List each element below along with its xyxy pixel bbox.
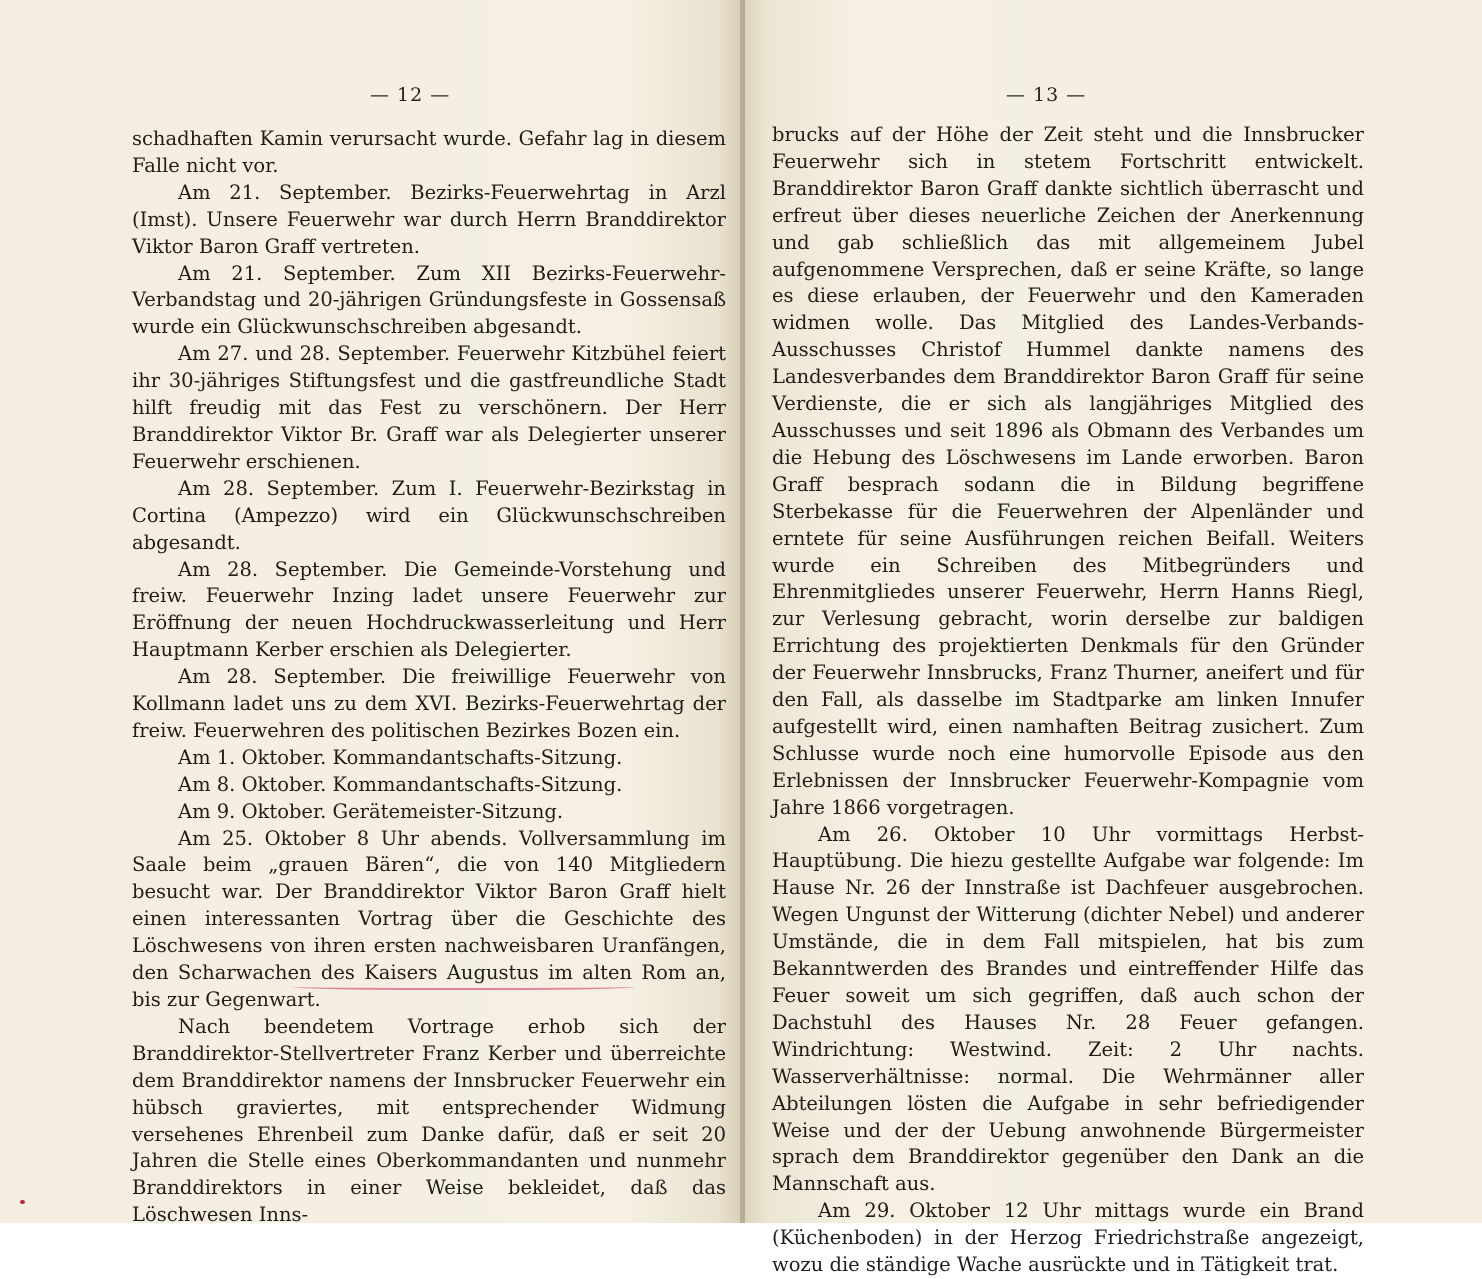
page-number-right: — 13 — xyxy=(1006,84,1087,106)
paragraph: Am 27. und 28. September. Feuerwehr Kitzbühel feiert ihr 30-jähriges Stiftungsfest und die gastfreundliche Stadt hilft freudig mit das Fest zu verschönern. Der Herr Branddirektor Viktor Br. Graff war als Delegierter unserer Feuerwehr erschienen. xyxy=(132,342,726,473)
ink-spot xyxy=(20,1200,25,1204)
paragraph: Am 26. Oktober 10 Uhr vormittags Herbst-Hauptübung. Die hiezu gestellte Aufgabe war folgende: Im Hause Nr. 26 der Innstraße ist Dachfeuer ausgebrochen. Wegen Ungunst der Witterung (dichter Nebel) und anderer Umstände, die in dem Fall mitspielen, hat bis zum Bekanntwerden des Brandes und eintreffender Hilfe das Feuer soweit um sich gegriffen, daß auch schon der Dachstuhl des Hauses Nr. 28 Feuer gefangen. Windrichtung: Westwind. Zeit: 2 Uhr nachts. Wasserverhältnisse: normal. Die Wehrmänner aller Abteilungen lösten die Aufgabe in sehr befriedigender Weise und der der Uebung anwohnende Bürgermeister sprach dem Branddirektor gegenüber den Dank an die Mannschaft aus. xyxy=(772,822,1364,1196)
paragraph: Am 1. Oktober. Kommandantschafts-Sitzung. xyxy=(178,745,623,769)
paragraph: Am 28. September. Die Gemeinde-Vorstehung und freiw. Feuerwehr Inzing ladet unsere Feuerwehr zur Eröffnung der neuen Hochdruckwasserleitung und Herr Hauptmann Kerber erschien als Delegierter. xyxy=(132,557,726,662)
paragraph: Am 28. September. Die freiwillige Feuerwehr von Kollmann ladet uns zu dem XVI. Bezirks-Feuerwehrtag der freiw. Feuerwehren des politischen Bezirkes Bozen ein. xyxy=(132,665,726,742)
left-page xyxy=(0,0,740,1227)
page-number-left: — 12 — xyxy=(370,84,451,106)
paragraph: Am 29. Oktober 12 Uhr mittags wurde ein Brand (Küchenboden) in der Herzog Friedrichstraße angezeigt, wozu die ständige Wache ausrückte und in Tätigkeit trat. xyxy=(772,1199,1364,1277)
right-page xyxy=(745,0,1482,1277)
paragraph: schadhaften Kamin verursacht wurde. Gefahr lag in diesem Falle nicht vor. xyxy=(132,127,726,177)
paragraph: Am 21. September. Bezirks-Feuerwehrtag in Arzl (Imst). Unsere Feuerwehr war durch Herrn Branddirektor Viktor Baron Graff vertreten. xyxy=(132,180,726,258)
paragraph: Am 25. Oktober 8 Uhr abends. Vollversammlung im Saale beim „grauen Bären“, die von 140 Mitgliedern besucht war. Der Branddirektor Viktor Baron Graff hielt einen interessanten Vortrag über die Geschichte des Löschwesens von ihren ersten nachweisbaren Uranfängen, den Scharwachen des Kaisers Augustus im alten Rom an, bis zur Gegenwart. xyxy=(132,826,726,1011)
left-page-text xyxy=(132,126,726,1229)
paragraph: Am 21. September. Zum XII Bezirks-Feuerwehr-Verbandstag und 20-jährigen Gründungsfeste in Gossensaß wurde ein Glückwunschschreiben abgesandt. xyxy=(132,261,726,339)
paragraph: brucks auf der Höhe der Zeit steht und die Innsbrucker Feuerwehr sich in stetem Fortschritt entwickelt. Branddirektor Baron Graff dankte sichtlich überrascht und erfreut über dieses neuerliche Zeichen der Anerkennung und gab schließlich das mit allgemeinem Jubel aufgenommene Versprechen, daß er seine Kräfte, so lange es diese erlauben, der Feuerwehr und den Kameraden widmen wolle. Das Mitglied des Landes-Verbands-Ausschusses Christof Hummel dankte namens des Landesverbandes dem Branddirektor Baron Graff für seine Verdienste, die er sich als langjähriges Mitglied des Ausschusses und seit 1896 als Obmann des Verbandes um die Hebung des Löschwesens im Lande erworben. Baron Graff besprach sodann die in Bildung begriffene Sterbekasse für die Feuerwehren der Alpenländer und erntete für seine Ausführungen reichen Beifall. Weiters wurde ein Schreiben des Mitbegründers und Ehrenmitgliedes unserer Feuerwehr, Herrn Hanns Riegl, zur Verlesung gebracht, worin derselbe zur baldigen Errichtung des projektierten Denkmals für den Gründer der Feuerwehr Innsbrucks, Franz Thurner, aneifert und für den Fall, als dasselbe im Stadtparke am linken Innufer aufgestellt wird, einen namhaften Beitrag zusichert. Zum Schlusse wurde noch eine humorvolle Episode aus den Erlebnissen der Innsbrucker Feuerwehr-Kompagnie vom Jahre 1866 vorgetragen. xyxy=(772,123,1364,819)
paragraph: Nach beendetem Vortrage erhob sich der Branddirektor-Stellvertreter Franz Kerber und überreichte dem Branddirektor namens der Innsbrucker Feuerwehr ein hübsch graviertes, mit entsprechender Widmung versehenes Ehrenbeil zum Danke dafür, daß er seit 20 Jahren die Stelle eines Oberkommandanten und nunmehr Branddirektors in einer Weise bekleidet, daß das Löschwesen Inns- xyxy=(132,1014,726,1227)
pencil-underline-mark xyxy=(292,982,635,990)
paragraph: Am 8. Oktober. Kommandantschafts-Sitzung. xyxy=(178,772,623,796)
paragraph: Am 9. Oktober. Gerätemeister-Sitzung. xyxy=(178,799,564,823)
right-page-text xyxy=(772,122,1364,1279)
paragraph: Am 28. September. Zum I. Feuerwehr-Bezirkstag in Cortina (Ampezzo) wird ein Glückwunschschreiben abgesandt. xyxy=(132,476,726,554)
